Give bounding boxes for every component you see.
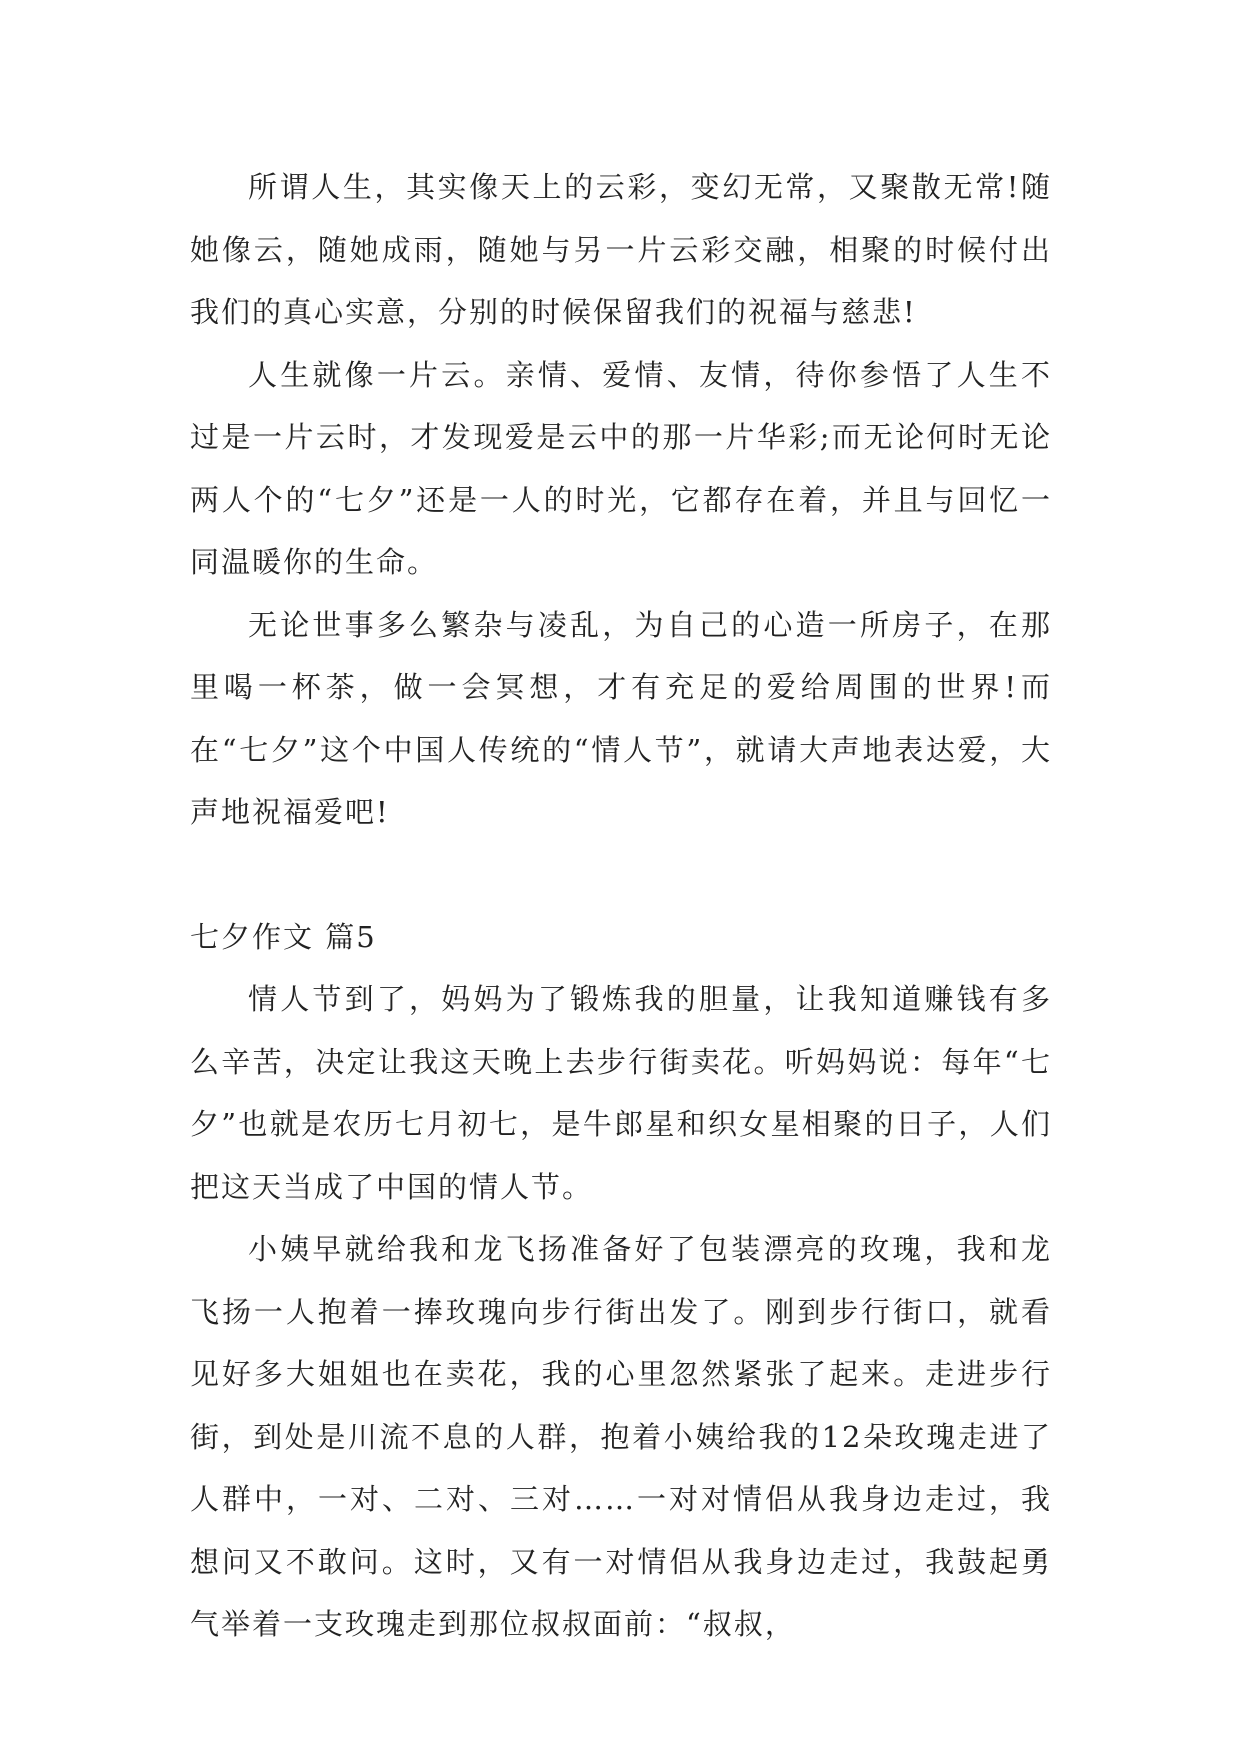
document-body (190, 156, 1052, 1656)
paragraph-valentines: 情人节到了，妈妈为了锻炼我的胆量，让我知道赚钱有多么辛苦，决定让我这天晚上去步行街卖花。听妈妈说：每年“七夕”也就是农历七月初七，是牛郎星和织女星相聚的日子，人们把这天当成了中国的情人节。 (190, 982, 1052, 1204)
paragraph-life-cloud: 人生就像一片云。亲情、爱情、友情，待你参悟了人生不过是一片云时，才发现爱是云中的那一片华彩;而无论何时无论两人个的“七夕”还是一人的时光，它都存在着，并且与回忆一同温暖你的生命。 (190, 357, 1052, 579)
section-heading: 七夕作文 篇5 (190, 919, 377, 954)
paragraph-clouds: 所谓人生，其实像天上的云彩，变幻无常，又聚散无常!随她像云，随她成雨，随她与另一片云彩交融，相聚的时候付出我们的真心实意，分别的时候保留我们的祝福与慈悲! (190, 170, 1052, 329)
paragraph-heart-house: 无论世事多么繁杂与凌乱，为自己的心造一所房子，在那里喝一杯茶，做一会冥想，才有充足的爱给周围的世界!而在“七夕”这个中国人传统的“情人节”，就请大声地表达爱，大声地祝福爱吧! (190, 607, 1052, 829)
paragraph-selling-roses: 小姨早就给我和龙飞扬准备好了包装漂亮的玫瑰，我和龙飞扬一人抱着一捧玫瑰向步行街出发了。刚到步行街口，就看见好多大姐姐也在卖花，我的心里忽然紧张了起来。走进步行街，到处是川流不息的人群，抱着小姨给我的12朵玫瑰走进了人群中，一对、二对、三对……一对对情侣从我身边走过，我想问又不敢问。这时，又有一对情侣从我身边走过，我鼓起勇气举着一支玫瑰走到那位叔叔面前：“叔叔， (190, 1232, 1052, 1641)
